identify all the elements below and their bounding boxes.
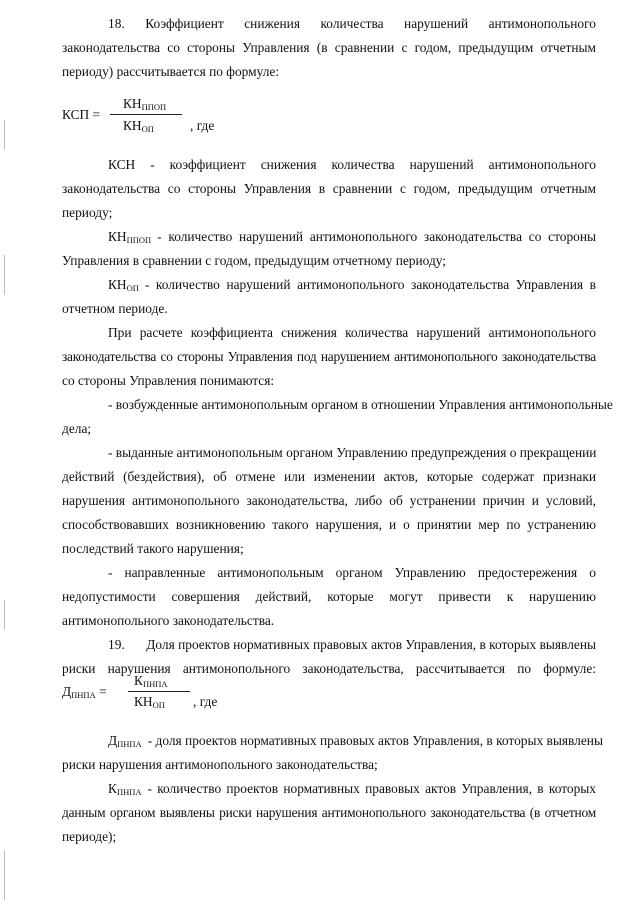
def-kpnpa-symbol: КПНПА — [108, 781, 142, 797]
scan-margin-mark — [4, 255, 5, 295]
item2-line3: нарушения антимонопольного законодательства, либо об устранении причин и условий, — [62, 493, 596, 508]
item2-line2: действий (бездействия), об отмене или изменении актов, которые содержат признаки — [62, 469, 596, 484]
def-knppop-line1: КНППОП - количество нарушений антимонопольного законодательства со стороны — [108, 229, 596, 245]
def-knppop-line2: Управления в сравнении с годом, предыдущим отчетному периоду; — [62, 253, 447, 268]
scan-margin-mark — [4, 120, 5, 150]
item3-line1: - направленные антимонопольным органом Управлению предостережения о — [108, 565, 596, 580]
item3-line3: антимонопольного законодательства. — [62, 613, 275, 628]
def-knop-line2: отчетном периоде. — [62, 301, 168, 316]
item1-line2: дела; — [62, 421, 92, 436]
sec19-line1: 19. Доля проектов нормативных правовых актов Управления, в которых выявлены — [108, 637, 596, 652]
def-dpnpa-line2: риски нарушения антимонопольного законодательства; — [62, 757, 378, 772]
def-kpnpa-line1: КПНПА - количество проектов нормативных правовых актов Управления, в которых — [108, 781, 596, 797]
sec18-line1 — [108, 16, 596, 32]
formula1-fraction-bar — [110, 114, 182, 115]
def-dpnpa-symbol: ДПНПА — [108, 733, 142, 749]
def-ksn-line1: КСН - коэффициент снижения количества нарушений антимонопольного — [108, 157, 596, 172]
item1-line1: - возбужденные антимонопольным органом в отношении Управления антимонопольные — [108, 397, 613, 412]
sec19-number: 19. — [108, 637, 125, 652]
sec18-word: антимонопольного — [488, 16, 596, 31]
sec18-line3: периоду) рассчитывается по формуле: — [62, 64, 280, 79]
formula1-denominator: КНОП — [123, 118, 154, 134]
formula2-numerator: КПНПА — [134, 673, 168, 689]
sec18-word: количества — [320, 16, 384, 31]
formula1-where: , где — [190, 118, 215, 133]
sec18-word: нарушений — [404, 16, 469, 31]
scan-margin-mark — [4, 850, 5, 900]
def-kpnpa-line3: периоде); — [62, 829, 117, 844]
def-kpnpa-line2: данным органом выявлены риски нарушения антимонопольного законодательства (в отчетном — [62, 805, 596, 820]
def-knop-symbol: КНОП — [108, 277, 139, 293]
sec18-word: Коэффициент — [145, 16, 224, 31]
item2-line4: способствовавших возникновению такого нарушения, и о принятии мер по устранению — [62, 517, 596, 532]
sec18-word: снижения — [244, 16, 301, 31]
item2-line1: - выданные антимонопольным органом Управлению предупреждения о прекращении — [108, 445, 597, 460]
sec18-number: 18. — [108, 16, 125, 31]
def-knppop-symbol: КНППОП — [108, 229, 152, 245]
sec18-line2: законодательства со стороны Управления (в сравнении с годом, предыдущим отчетным — [62, 40, 596, 55]
formula2-denominator: КНОП — [134, 694, 165, 710]
def-ksn-line2: законодательства со стороны Управления в сравнении с годом, предыдущим отчетным — [62, 181, 596, 196]
formula2-fraction-bar — [128, 691, 190, 692]
item2-line5: последствий такого нарушения; — [62, 541, 244, 556]
para-raschet-line3: со стороны Управления понимаются: — [62, 373, 275, 388]
def-dpnpa-line1: ДПНПА - доля проектов нормативных правовых актов Управления, в которых выявлены — [108, 733, 603, 749]
formula2-where: , где — [193, 694, 218, 709]
para-raschet-line2: законодательства со стороны Управления под нарушением антимонопольного законодательства — [62, 349, 596, 364]
sec19-line2: риски нарушения антимонопольного законодательства, рассчитывается по формуле: — [62, 661, 596, 676]
def-knop-line1: КНОП - количество нарушений антимонопольного законодательства Управления в — [108, 277, 596, 293]
scan-margin-mark — [4, 600, 5, 630]
formula2-lhs: ДПНПА = — [62, 684, 107, 700]
item3-line2: недопустимости совершения действий, которые могут привести к нарушению — [62, 589, 596, 604]
def-ksn-line3: периоду; — [62, 205, 113, 220]
formula1-numerator: КНППОП — [123, 96, 167, 112]
para-raschet-line1: При расчете коэффициента снижения количества нарушений антимонопольного — [108, 325, 596, 340]
formula1-lhs: КСП = — [62, 107, 101, 122]
